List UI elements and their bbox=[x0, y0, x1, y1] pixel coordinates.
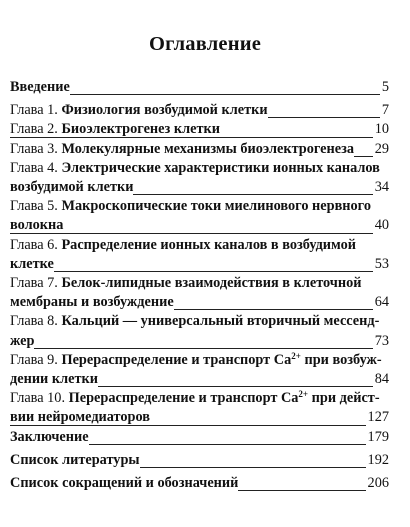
toc-entry-page: 206 bbox=[366, 474, 389, 493]
toc-entry-title: Заключение bbox=[10, 428, 89, 445]
toc-entry-title: Макроскопические токи миелинового нервного bbox=[61, 198, 371, 215]
toc-entry-chapter-7[interactable] bbox=[10, 274, 389, 312]
toc-entry-chapter: Глава 3. bbox=[10, 140, 58, 157]
toc-entry-chapter-5[interactable] bbox=[10, 197, 389, 235]
toc-entry-page: 179 bbox=[366, 428, 389, 447]
toc-entry-page: 34 bbox=[373, 178, 389, 197]
toc-entry-title: Физиология возбудимой клетки bbox=[61, 102, 268, 119]
toc-entry-page: 5 bbox=[380, 78, 389, 97]
toc-entry-title: Список сокращений и обозначений bbox=[10, 475, 239, 492]
toc-entry-chapter: Глава 4. bbox=[10, 159, 58, 176]
toc-entry-title-cont: жер bbox=[10, 332, 35, 349]
toc-entry-page: 192 bbox=[366, 451, 389, 470]
dot-leader bbox=[10, 271, 389, 272]
toc-entry-chapter: Глава 7. bbox=[10, 275, 58, 292]
toc-entry-page: 29 bbox=[373, 140, 389, 159]
toc-entry-title-cont: клетке bbox=[10, 255, 54, 272]
toc-entry-title: Кальций — универсальный вторичный мессенд- bbox=[61, 313, 380, 330]
toc-entry-page: 53 bbox=[373, 255, 389, 274]
toc-entry-title-cont: возбудимой клетки bbox=[10, 179, 134, 196]
dot-leader bbox=[10, 348, 389, 349]
toc-entry-abbreviations[interactable] bbox=[10, 474, 389, 493]
toc-entry-title bbox=[69, 390, 380, 406]
toc-entry-title: Введение bbox=[10, 79, 70, 95]
toc-entry-page: 40 bbox=[373, 216, 389, 235]
toc-entry-intro[interactable] bbox=[10, 78, 389, 97]
toc-entry-chapter-4[interactable] bbox=[10, 159, 389, 197]
toc-entry-page: 73 bbox=[373, 332, 389, 351]
toc-entry-title: Биоэлектрогенез клетки bbox=[61, 121, 220, 138]
toc-entry-page: 7 bbox=[380, 101, 389, 120]
toc-entry-chapter: Глава 2. bbox=[10, 121, 58, 138]
toc-entry-chapter: Глава 10. bbox=[10, 390, 66, 407]
toc-entry-title: Молекулярные механизмы биоэлектрогенеза bbox=[61, 140, 354, 157]
toc-entry-chapter-6[interactable] bbox=[10, 236, 389, 274]
toc-entry-chapter-10[interactable] bbox=[10, 389, 389, 427]
toc-entry-title-cont: дении клетки bbox=[10, 371, 98, 388]
toc-entry-title: Список литературы bbox=[10, 451, 140, 468]
toc-entry-chapter-2[interactable] bbox=[10, 120, 389, 139]
toc-entry-chapter-3[interactable] bbox=[10, 140, 389, 159]
toc-entry-title-cont: мембраны и возбуждение bbox=[10, 294, 174, 311]
superscript-charge: 2+ bbox=[291, 350, 301, 361]
superscript-charge: 2+ bbox=[298, 389, 309, 400]
toc-entry-page: 10 bbox=[373, 120, 389, 139]
toc-entry-title-b: при возбуж- bbox=[300, 351, 382, 368]
toc-list bbox=[10, 78, 389, 493]
toc-title: Оглавление bbox=[148, 33, 262, 55]
toc-entry-title: Распределение ионных каналов в возбудимой bbox=[61, 236, 356, 253]
toc-entry-chapter: Глава 9. bbox=[10, 351, 58, 368]
toc-entry-page: 84 bbox=[373, 370, 389, 389]
toc-entry-chapter-8[interactable] bbox=[10, 312, 389, 350]
toc-entry-conclusion[interactable] bbox=[10, 428, 389, 447]
toc-entry-title: Белок-липидные взаимодействия в клеточной bbox=[61, 275, 362, 292]
toc-entry-title-b: при дейст- bbox=[308, 390, 380, 407]
toc-entry-chapter-1[interactable] bbox=[10, 101, 389, 120]
toc-entry-chapter: Глава 6. bbox=[10, 236, 58, 253]
toc-entry-title bbox=[61, 352, 381, 368]
toc-entry-page: 64 bbox=[373, 293, 389, 312]
dot-leader bbox=[10, 233, 389, 234]
toc-entry-page: 127 bbox=[366, 408, 389, 427]
toc-entry-title-a: Перераспределение и транспорт Ca bbox=[68, 390, 299, 407]
toc-entry-chapter: Глава 1. bbox=[10, 102, 58, 119]
toc-entry-title-a: Перераспределение и транспорт Ca bbox=[61, 351, 292, 368]
toc-entry-references[interactable] bbox=[10, 451, 389, 470]
toc-entry-title-cont: вии нейромедиаторов bbox=[10, 409, 151, 426]
toc-entry-chapter: Глава 5. bbox=[10, 198, 58, 215]
toc-entry-chapter-9[interactable] bbox=[10, 351, 389, 389]
toc-entry-chapter: Глава 8. bbox=[10, 313, 58, 330]
toc-entry-title: Электрические характеристики ионных каналов bbox=[61, 159, 380, 176]
toc-entry-title-cont: волокна bbox=[10, 217, 64, 234]
